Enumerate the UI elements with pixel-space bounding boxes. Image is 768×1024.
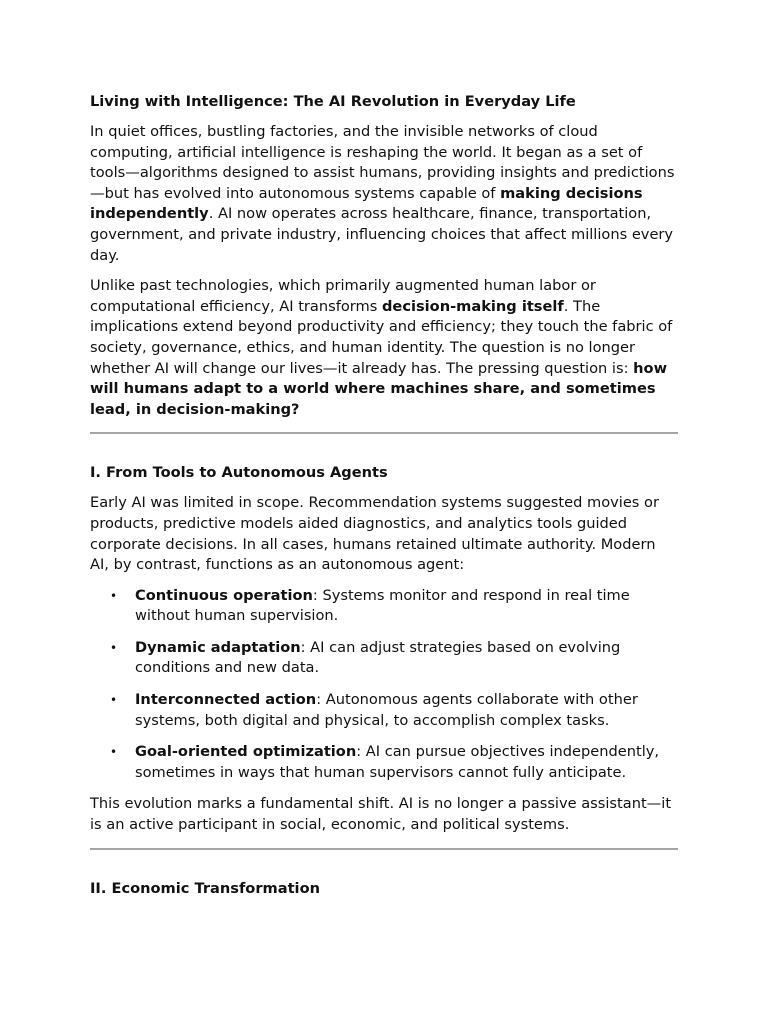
list-item <box>135 586 678 627</box>
list-item-term: Continuous operation <box>135 586 313 604</box>
intro-p2-emphasis: decision-making itself <box>381 297 564 315</box>
intro-p2-text-c: . The implications extend beyond productivity and efficiency; they touch the fabric of society, governance, ethics, and human identity. The question is no longer whether AI will change our lives—it already has. The pressing question is: <box>90 297 673 377</box>
list-item <box>135 690 678 731</box>
document-title: Living with Intelligence: The AI Revolution in Everyday Life <box>90 93 576 110</box>
list-item <box>135 742 678 783</box>
list-item-text: : Systems monitor and respond in real time without human supervision. <box>135 586 630 625</box>
section-1-heading: I. From Tools to Autonomous Agents <box>90 464 388 482</box>
intro-paragraph-2 <box>90 276 678 420</box>
intro-p1-emphasis: making decisions independently <box>90 184 643 223</box>
section-2-heading: II. Economic Transformation <box>90 879 320 897</box>
intro-p2-text-a: Unlike past technologies, which primarily augmented human labor or computational efficiency, AI transforms <box>90 277 596 315</box>
list-item <box>135 638 678 679</box>
section-1-paragraph-2: This evolution marks a fundamental shift. AI is no longer a passive assistant—it is an active participant in social, economic, and political systems. <box>90 795 672 834</box>
list-item-term: Dynamic adaptation <box>135 638 301 656</box>
list-item-text: : AI can adjust strategies based on evolving conditions and new data. <box>135 638 621 677</box>
document-page <box>90 91 678 909</box>
list-item-text: : Autonomous agents collaborate with other systems, both digital and physical, to accomplish complex tasks. <box>135 691 638 729</box>
section-divider-2 <box>90 848 678 850</box>
section-divider-1 <box>90 432 678 434</box>
intro-paragraph-1 <box>90 122 678 266</box>
autonomous-agent-features-list <box>90 586 678 784</box>
list-item-term: Goal-oriented optimization <box>135 743 357 761</box>
list-item-text: : AI can pursue objectives independently, sometimes in ways that human supervisors cannot fully anticipate. <box>135 743 660 781</box>
list-item-term: Interconnected action <box>135 691 317 709</box>
section-1-paragraph-1: Early AI was limited in scope. Recommendation systems suggested movies or products, predictive models aided diagnostics, and analytics tools guided corporate decisions. In all cases, humans retained ultimate authority. Modern AI, by contrast, functions as an autonomous agent: <box>90 494 659 574</box>
intro-p1-text-a: In quiet offices, bustling factories, and the invisible networks of cloud computing, artificial intelligence is reshaping the world. It began as a set of tools—algorithms designed to assist humans, providing insights and predictions—but has evolved into autonomous systems capable of <box>90 123 675 202</box>
intro-p2-question: how will humans adapt to a world where machines share, and sometimes lead, in decision-making? <box>90 359 668 418</box>
intro-p1-text-c: . AI now operates across healthcare, finance, transportation, government, and private industry, influencing choices that affect millions every day. <box>90 205 674 264</box>
